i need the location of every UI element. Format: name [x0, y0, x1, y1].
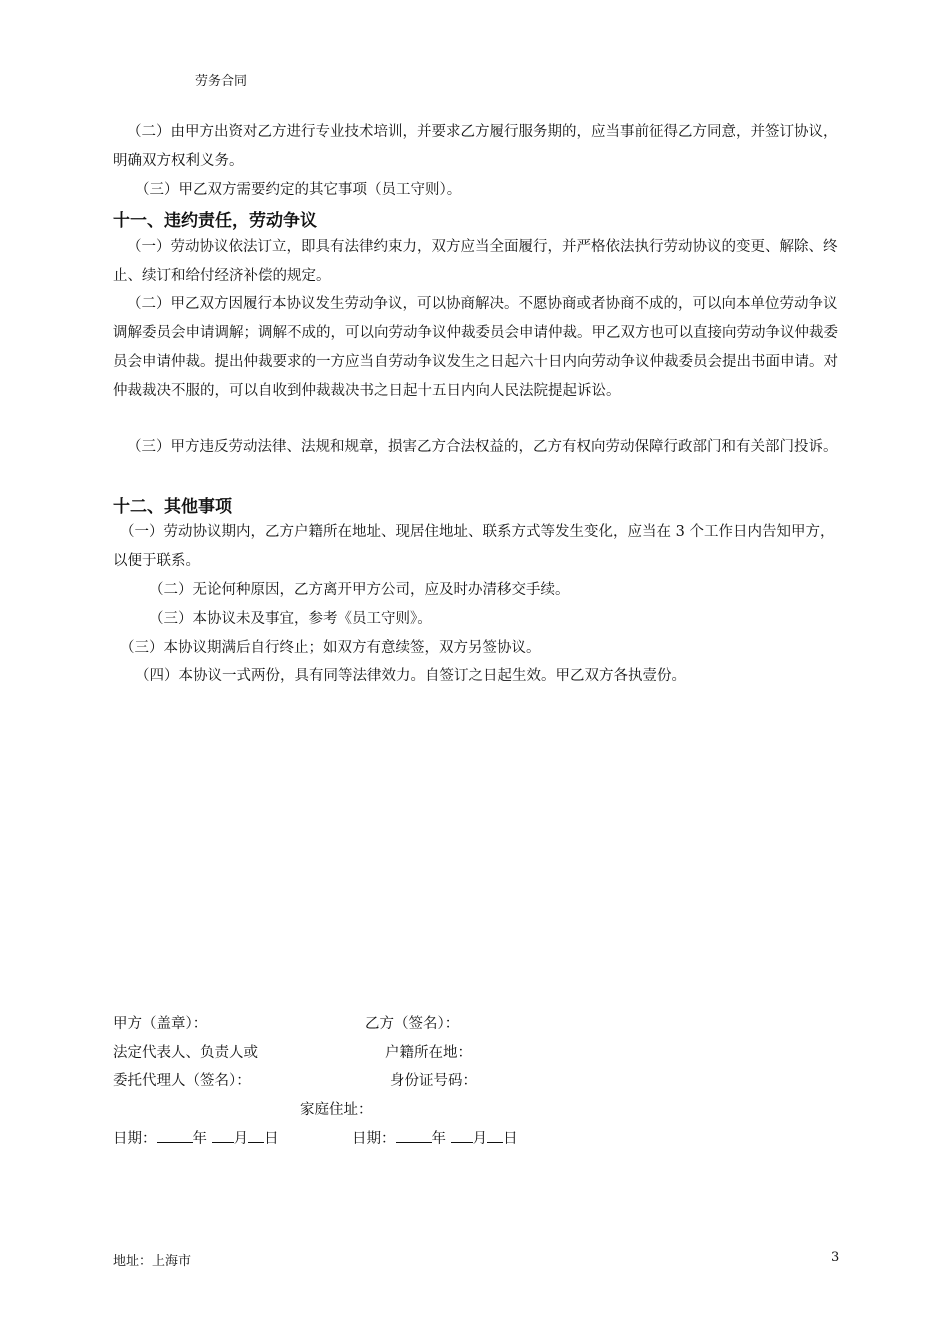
section-11-heading: 十一、违约责任，劳动争议 — [113, 211, 317, 231]
day-label: 日 — [264, 1131, 279, 1147]
clause-12-1: （一）劳动协议期内，乙方户籍所在地址、现居住地址、联系方式等发生变化，应当在 3 个工作日内告知甲方，以便于联系。 — [113, 524, 835, 569]
clause-12-4: （三）本协议期满后自行终止；如双方有意续签，双方另签协议。 — [120, 640, 541, 656]
year-blank[interactable] — [157, 1128, 193, 1143]
section-12-heading: 十二、其他事项 — [113, 497, 232, 517]
month-label: 月 — [233, 1131, 249, 1147]
page-header: 劳务合同 — [195, 74, 248, 89]
clause-11-1: （一）劳动协议依法订立，即具有法律约束力，双方应当全面履行，并严格依法执行劳动协议的变更、解除、终止、续订和给付经济补偿的规定。 — [113, 239, 838, 284]
date-label: 日期： — [352, 1131, 396, 1147]
clause-12-5: （四）本协议一式两份，具有同等法律效力。自签订之日起生效。甲乙双方各执壹份。 — [135, 668, 686, 684]
year-blank[interactable] — [396, 1128, 432, 1143]
page-number: 3 — [831, 1250, 840, 1265]
agent-sign-label: 委托代理人（签名）： — [113, 1073, 251, 1089]
day-blank[interactable] — [487, 1128, 503, 1143]
month-blank[interactable] — [212, 1128, 234, 1143]
month-label: 月 — [472, 1131, 488, 1147]
party-a-seal-label: 甲方（盖章）： — [113, 1016, 208, 1032]
clause-12-2: （二）无论何种原因，乙方离开甲方公司，应及时办清移交手续。 — [149, 582, 570, 598]
clause-10-3: （三）甲乙双方需要约定的其它事项（员工守则）。 — [135, 182, 462, 198]
date-label: 日期： — [113, 1131, 157, 1147]
clause-12-3: （三）本协议未及事宜，参考《员工守则》。 — [149, 611, 432, 627]
clause-11-3: （三）甲方违反劳动法律、法规和规章，损害乙方合法权益的，乙方有权向劳动保障行政部门和有关部门投诉。 — [127, 439, 838, 455]
party-b-date-line — [352, 1127, 518, 1148]
home-address-label: 家庭住址： — [300, 1102, 373, 1118]
household-reg-label: 户籍所在地： — [385, 1045, 472, 1061]
id-number-label: 身份证号码： — [390, 1073, 477, 1089]
day-blank[interactable] — [248, 1128, 264, 1143]
footer-address: 地址：上海市 — [113, 1254, 192, 1269]
party-b-sign-label: 乙方（签名）： — [365, 1016, 460, 1032]
legal-rep-label: 法定代表人、负责人或 — [113, 1045, 258, 1061]
clause-11-2: （二）甲乙双方因履行本协议发生劳动争议，可以协商解决。不愿协商或者协商不成的，可以向本单位劳动争议调解委员会申请调解；调解不成的，可以向劳动争议仲裁委员会申请仲裁。甲乙双方也可以直接向劳动争议仲裁委员会申请仲裁。提出仲裁要求的一方应当自劳动争议发生之日起六十日内向劳动争议仲裁委员会提出书面申请。对仲裁裁决不服的，可以自收到仲裁裁决书之日起十五日内向人民法院提起诉讼。 — [113, 296, 838, 399]
day-label: 日 — [503, 1131, 518, 1147]
party-a-date-line — [113, 1127, 279, 1148]
year-label: 年 — [431, 1131, 446, 1147]
clause-10-2: （二）由甲方出资对乙方进行专业技术培训，并要求乙方履行服务期的，应当事前征得乙方同意，并签订协议，明确双方权利义务。 — [113, 124, 838, 169]
year-label: 年 — [192, 1131, 207, 1147]
month-blank[interactable] — [451, 1128, 473, 1143]
